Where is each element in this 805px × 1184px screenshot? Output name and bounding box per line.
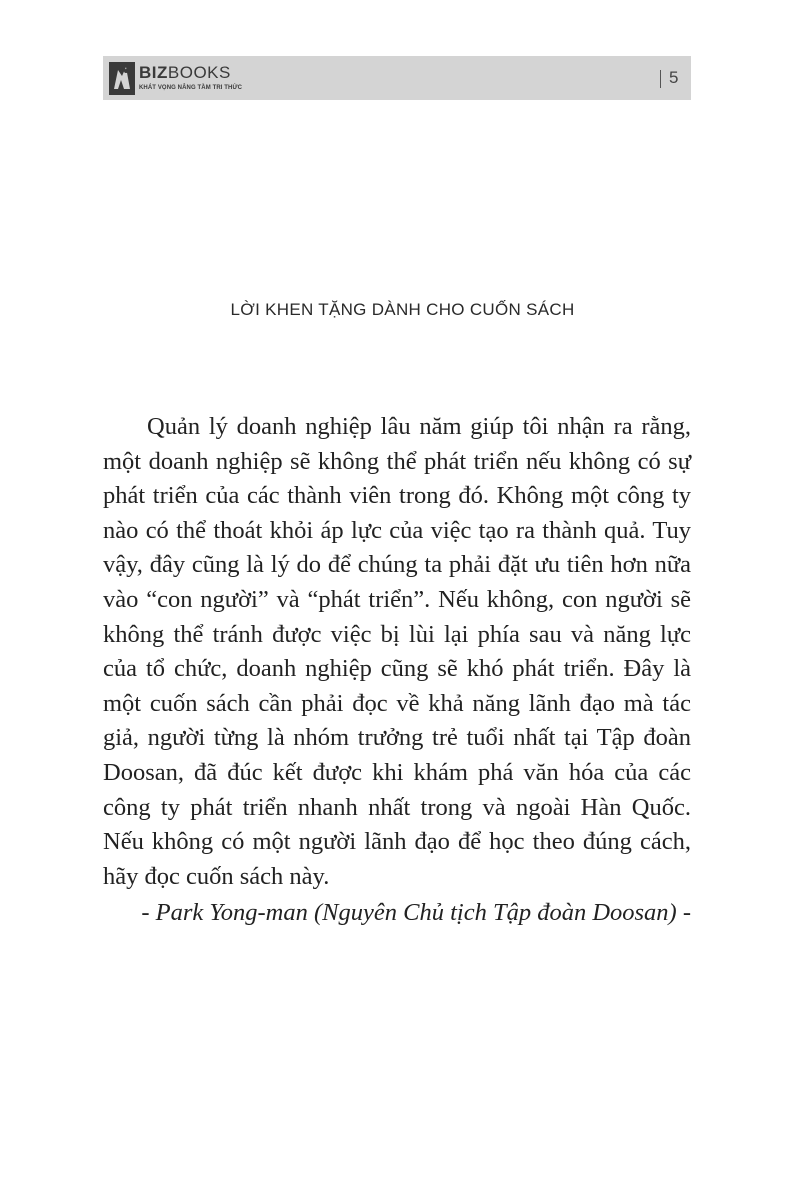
body-line: vậy, đây cũng là lý do để chúng ta phải đặt ưu tiên hơn nữa: [103, 551, 691, 579]
body-line: của tổ chức, doanh nghiệp cũng sẽ khó phát triển. Đây là: [103, 655, 691, 683]
body-line: không thể tránh được việc bị lùi lại phía sau và năng lực: [103, 620, 691, 648]
brand-tagline: KHÁT VỌNG NÂNG TẦM TRI THỨC: [139, 85, 243, 91]
publisher-logo-icon: [109, 62, 135, 95]
body-line: phát triển của các thành viên trong đó. Không một công ty: [103, 482, 691, 510]
running-header: [103, 56, 691, 100]
publisher-logo: [109, 62, 243, 96]
section-title: LỜI KHEN TẶNG DÀNH CHO CUỐN SÁCH: [230, 300, 575, 319]
body-line: nào có thể thoát khỏi áp lực của việc tạo ra thành quả. Tuy: [103, 516, 691, 544]
body-line: vào “con người” và “phát triển”. Nếu không, con người sẽ: [103, 585, 691, 613]
header-divider: [660, 70, 661, 88]
body-line: Nếu không có một người lãnh đạo để học theo đúng cách,: [103, 828, 691, 856]
body-line: giả, người từng là nhóm trưởng trẻ tuổi nhất tại Tập đoàn: [103, 724, 691, 752]
body-line: một cuốn sách cần phải đọc về khả năng lãnh đạo mà tác: [103, 689, 691, 717]
body-line: Quản lý doanh nghiệp lâu năm giúp tôi nhận ra rằng,: [147, 413, 691, 440]
brand-name: BIZBOOKS: [139, 63, 231, 82]
body-line: hãy đọc cuốn sách này.: [103, 862, 330, 890]
body-line: một doanh nghiệp sẽ không thể phát triển nếu không có sự: [103, 447, 691, 475]
body-line: công ty phát triển nhanh nhất trong và ngoài Hàn Quốc.: [103, 793, 691, 821]
page-number: 5: [669, 68, 679, 87]
attribution: - Park Yong-man (Nguyên Chủ tịch Tập đoàn Doosan) -: [141, 899, 691, 926]
testimonial-body: [103, 410, 691, 894]
body-line: Doosan, đã đúc kết được khi khám phá văn hóa của các: [103, 758, 691, 786]
